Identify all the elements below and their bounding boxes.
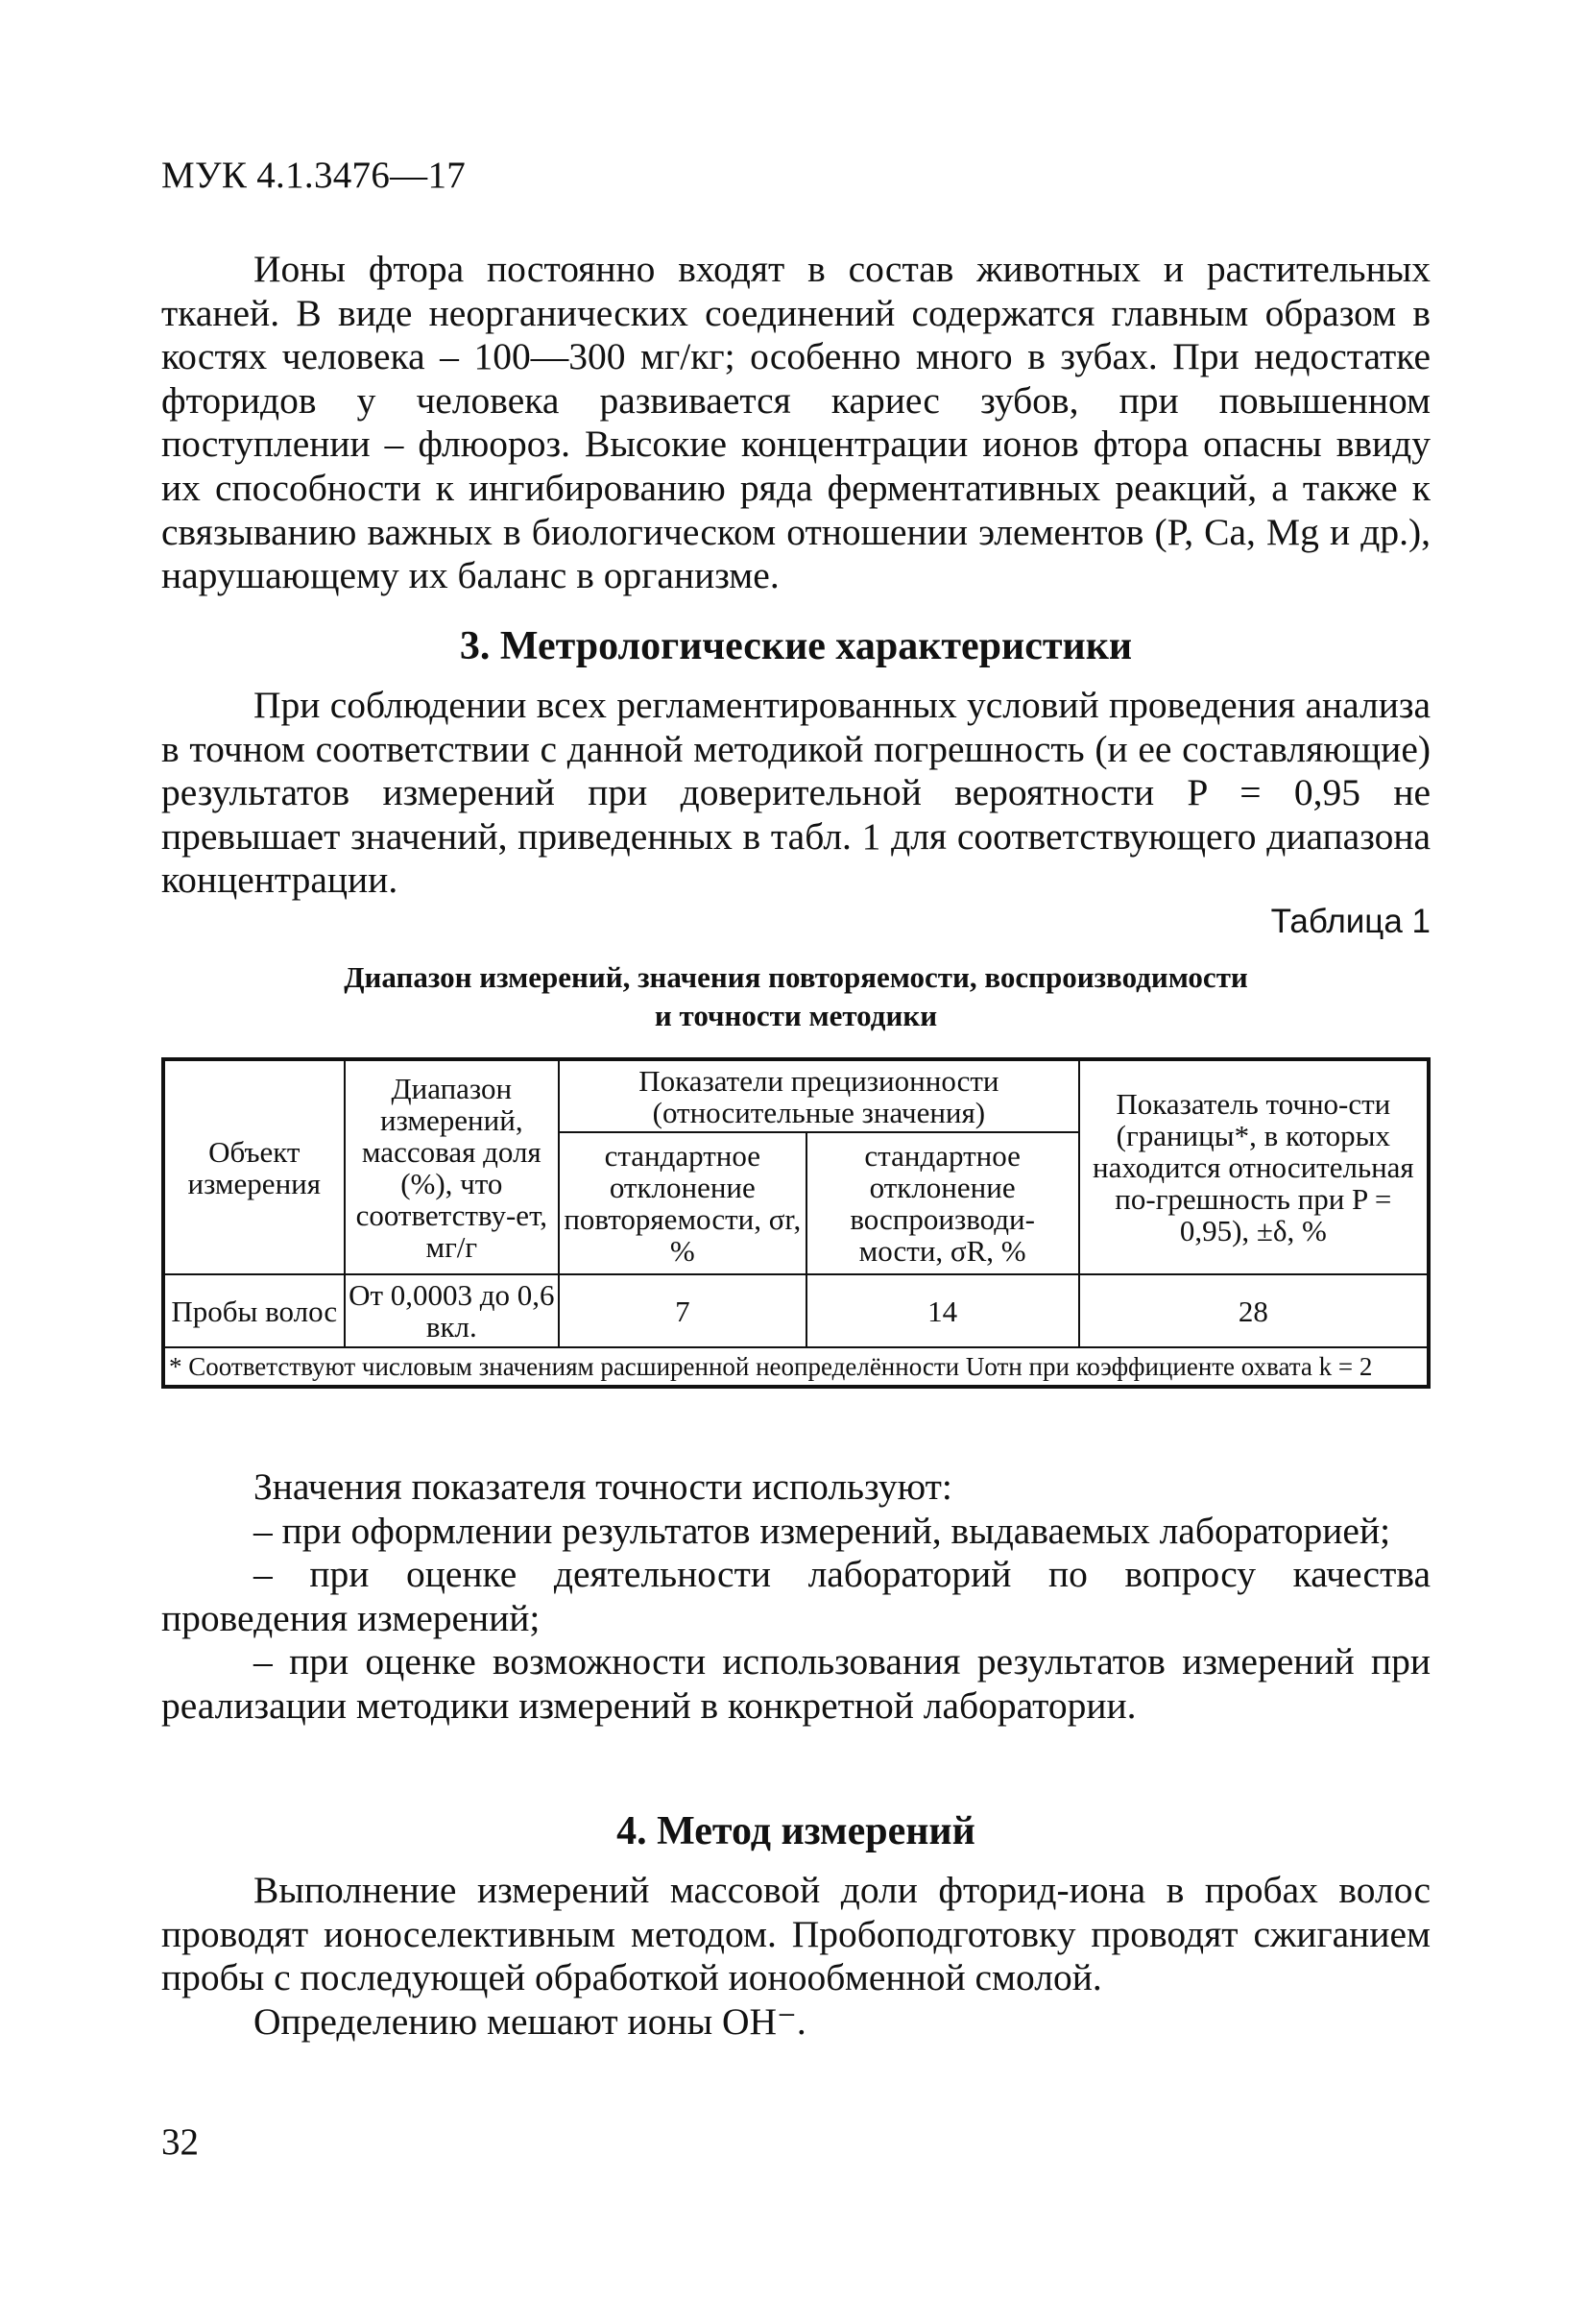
cell-reproducibility: 14	[806, 1274, 1079, 1347]
table-footnote: * Соответствуют числовым значениям расширенной неопределённости Uотн при коэффициенте охвата k = 2	[163, 1347, 1429, 1387]
intro-block	[161, 248, 1431, 598]
intro-paragraph: Ионы фтора постоянно входят в состав животных и растительных тканей. В виде неорганических соединений содержатся главным образом в костях человека – 100—300 мг/кг; особенно много в зубах. При недостатке фторидов у человека развивается кариес зубов, при повышенном поступлении – флюороз. Высокие концентрации ионов фтора опасны ввиду их способности к ингибированию ряда ферментативных реакций, а также к связыванию важных в биологическом отношении элементов (P, Ca, Mg и др.), нарушающему их баланс в организме.	[161, 248, 1431, 597]
cell-repeatability: 7	[559, 1274, 806, 1347]
list-item: – при оформлении результатов измерений, выдаваемых лабораторией;	[253, 1509, 1391, 1552]
section-3-paragraph: При соблюдении всех регламентированных условий проведения анализа в точном соответствии с данной методикой погрешность (и ее составляющие) результатов измерений при доверительной вероятности P = 0,95 не превышает значений, приведенных в табл. 1 для соответствующего диапазона концентрации.	[161, 684, 1431, 902]
header-range: Диапазон измерений, массовая доля (%), что соответству-ет, мг/г	[345, 1059, 559, 1274]
metrology-table	[161, 1057, 1431, 1389]
table-caption	[161, 958, 1431, 1035]
section-3-title: 3. Метрологические характеристики	[459, 624, 1133, 668]
header-repeatability: стандартное отклонение повторяемости, σr, %	[559, 1132, 806, 1274]
section-4-title: 4. Метод измерений	[616, 1809, 975, 1853]
header-precision-group: Показатели прецизионности (относительные значения)	[559, 1059, 1079, 1132]
table-label: Таблица 1	[1270, 903, 1431, 940]
section-4-block	[161, 1869, 1431, 2044]
page-number: 32	[161, 2121, 199, 2163]
section-4-paragraph: Выполнение измерений массовой доли фторид-иона в пробах волос проводят ионоселективным методом. Пробоподготовку проводят сжиганием пробы с последующей обработкой ионообменной смолой.	[161, 1869, 1431, 1999]
header-object: Объект измерения	[163, 1059, 345, 1274]
document-code-header: МУК 4.1.3476—17	[161, 155, 467, 196]
cell-range: От 0,0003 до 0,6 вкл.	[345, 1274, 559, 1347]
list-item: – при оценке возможности использования результатов измерений при реализации методики измерений в конкретной лаборатории.	[161, 1640, 1431, 1727]
cell-object: Пробы волос	[163, 1274, 345, 1347]
accuracy-usage-block	[161, 1465, 1431, 1729]
section-3-block	[161, 684, 1431, 903]
cell-accuracy: 28	[1079, 1274, 1429, 1347]
header-accuracy: Показатель точно-сти (границы*, в которых находится относительная по-грешность при P = 0,95), ±δ, %	[1079, 1059, 1429, 1274]
table-caption-line-1: Диапазон измерений, значения повторяемости, воспроизводимости	[344, 960, 1248, 994]
header-reproducibility: стандартное отклонение воспроизводи-мости, σR, %	[806, 1132, 1079, 1274]
table-row	[163, 1274, 1429, 1347]
table-caption-line-2: и точности методики	[654, 999, 938, 1032]
list-item: – при оценке деятельности лабораторий по вопросу качества проведения измерений;	[161, 1553, 1431, 1639]
section-4-interference: Определению мешают ионы OH⁻.	[253, 1999, 806, 2043]
accuracy-usage-intro: Значения показателя точности используют:	[253, 1465, 952, 1508]
